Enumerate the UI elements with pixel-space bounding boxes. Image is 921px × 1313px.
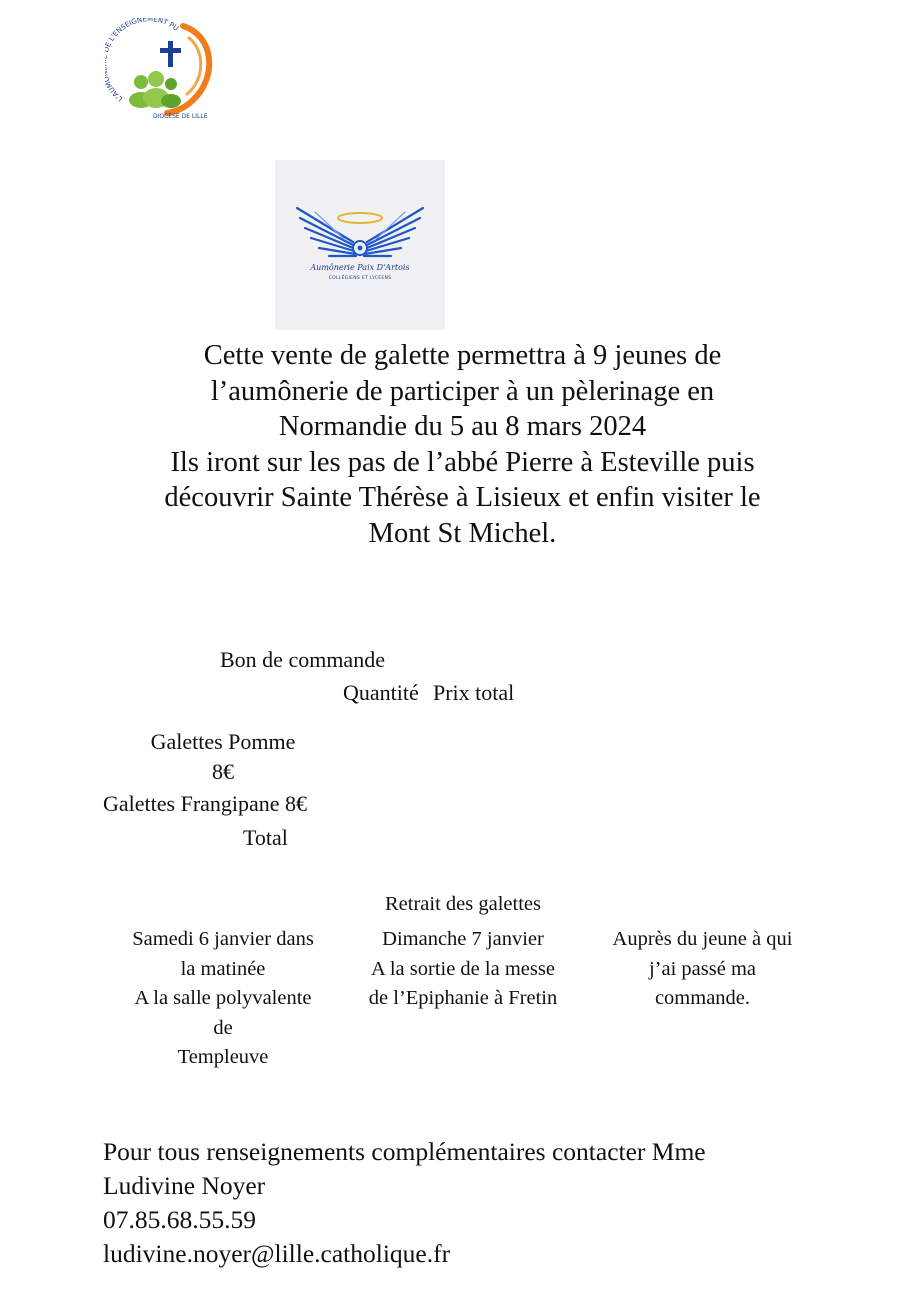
pickup-line: Samedi 6 janvier dans bbox=[132, 928, 314, 950]
intro-line: Ils iront sur les pas de l’abbé Pierre à Esteville puis bbox=[170, 446, 755, 478]
intro-line: Cette vente de galette permettra à 9 jeunes de bbox=[203, 340, 722, 371]
intro-line: Normandie du 5 au 8 mars 2024 bbox=[278, 411, 647, 442]
pickup-line: de l’Epiphanie à Fretin bbox=[368, 987, 558, 1009]
intro-line: l’aumônerie de participer à un pèlerinage en bbox=[210, 375, 715, 407]
contact-phone: 07.85.68.55.59 bbox=[103, 1205, 256, 1234]
pickup-line: j’ai passé ma bbox=[648, 957, 756, 980]
order-row-frangipane: Galettes Frangipane 8€ bbox=[103, 791, 308, 816]
pickup-line: commande. bbox=[654, 987, 751, 1009]
pickup-line: Auprès du jeune à qui bbox=[612, 928, 793, 950]
intro-line: Mont St Michel. bbox=[368, 517, 557, 549]
angel-wings-halo-logo-icon bbox=[275, 160, 445, 330]
contact-block bbox=[103, 1135, 706, 1271]
pickup-option-fretin bbox=[342, 925, 584, 1014]
cross-and-people-logo-icon bbox=[105, 18, 220, 123]
logo-script-text: Aumônerie Paix D'Artois bbox=[310, 263, 410, 272]
paix-dartois-logo bbox=[275, 160, 445, 330]
logo-bottom-text: DIOCÈSE DE LILLE bbox=[153, 113, 208, 120]
pickup-line: de bbox=[213, 1016, 233, 1039]
order-row-pomme bbox=[103, 727, 343, 787]
pickup-option-templeuve bbox=[103, 925, 343, 1073]
intro-line: découvrir Sainte Thérèse à Lisieux et enfin visiter le bbox=[164, 482, 761, 513]
order-row-price: 8€ bbox=[212, 759, 234, 784]
pickup-title: Retrait des galettes bbox=[385, 893, 541, 915]
order-row-label: Galettes Pomme bbox=[150, 729, 296, 754]
intro-paragraph bbox=[60, 338, 865, 551]
pickup-line: Dimanche 7 janvier bbox=[382, 928, 544, 950]
pickup-line: Templeuve bbox=[177, 1046, 269, 1068]
contact-email: ludivine.noyer@lille.catholique.fr bbox=[103, 1239, 451, 1268]
logo-arc-text: L'AUM L'ENSEIGNEMENT PU bbox=[105, 18, 180, 103]
contact-intro: Pour tous renseignements complémentaires contacter Mme bbox=[103, 1137, 706, 1166]
pickup-line: A la sortie de la messe bbox=[371, 957, 555, 980]
logo-subtitle: COLLÉGIENS ET LYCÉENS bbox=[328, 276, 392, 281]
column-header-total-price: Prix total bbox=[433, 680, 515, 705]
order-form-title: Bon de commande bbox=[220, 647, 385, 672]
column-header-quantity: Quantité bbox=[343, 680, 419, 705]
total-label: Total bbox=[243, 825, 288, 850]
pickup-line: A la salle polyvalente bbox=[134, 987, 312, 1009]
pickup-option-jeune bbox=[585, 925, 820, 1014]
contact-name: Ludivine Noyer bbox=[103, 1171, 266, 1200]
pickup-line: la matinée bbox=[180, 957, 266, 980]
aumonerie-public-logo bbox=[105, 18, 220, 123]
